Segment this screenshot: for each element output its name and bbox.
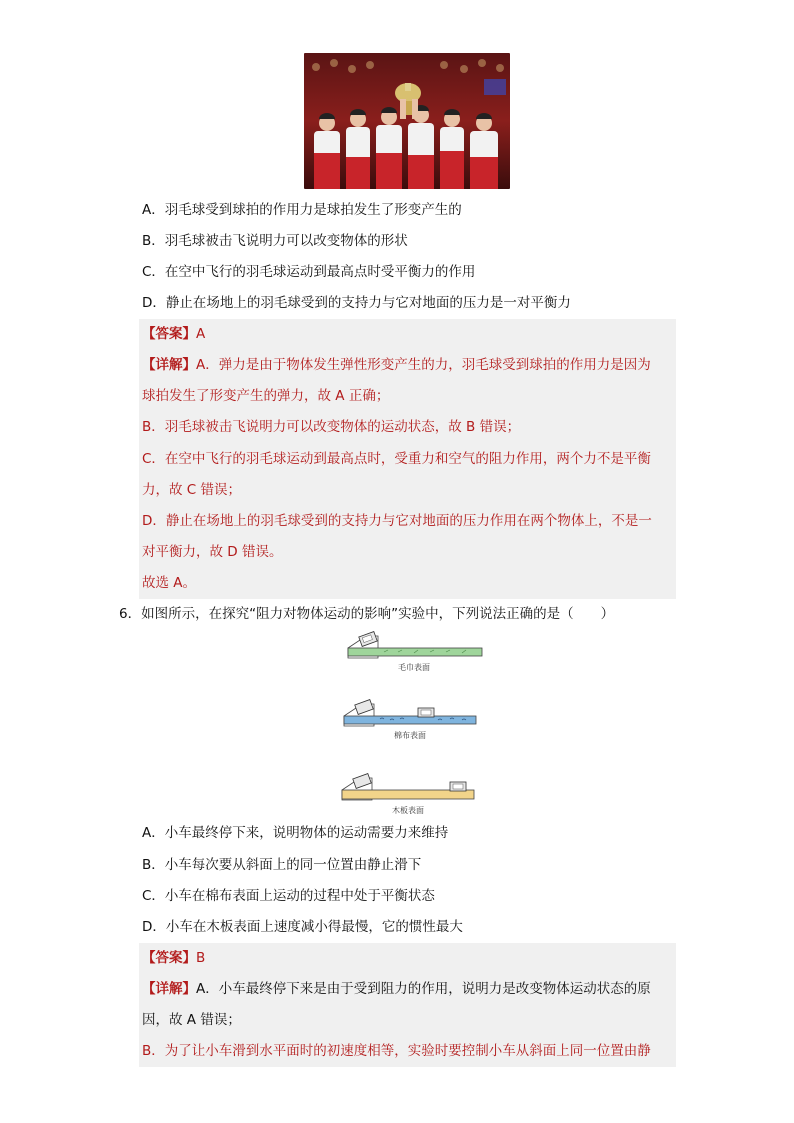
q6-explanation-3 — [142, 1041, 651, 1061]
q5-explanation-1: A．弹力是由于物体发生弹性形变产生的力，羽毛球受到球拍的作用力是因为 — [196, 357, 651, 373]
q6-option-b: B．小车每次要从斜面上的同一位置由静止滑下 — [142, 857, 422, 873]
q6-stem: 6．如图所示，在探究“阻力对物体运动的影响”实验中，下列说法正确的是（ ） — [119, 606, 615, 622]
q6-answer-tag: 【答案】 — [142, 950, 196, 966]
q5-explanation-2: 球拍发生了形变产生的弹力，故 A 正确； — [142, 388, 390, 404]
cotton-surface-diagram — [340, 698, 480, 744]
q6-detail-tag: 【详解】 — [142, 981, 196, 997]
q5-explanation-6: D．静止在场地上的羽毛球受到的支持力与它对地面的压力作用在两个物体上，不是一 — [142, 513, 652, 529]
q5-explanation-8: 故选 A。 — [142, 575, 197, 591]
cart-icon — [450, 782, 466, 791]
q5-detail-line-1 — [142, 355, 651, 375]
q6-explanation-2: 因，故 A 错误； — [142, 1012, 241, 1028]
q6-option-d: D．小车在木板表面上速度减小得最慢，它的惯性最大 — [142, 919, 463, 935]
q5-answer-line — [142, 324, 205, 344]
q5-explanation-5: 力，故 C 错误； — [142, 482, 242, 498]
badminton-team-photo — [304, 53, 510, 189]
q6-option-a: A．小车最终停下来，说明物体的运动需要力来维持 — [142, 825, 449, 841]
wood-surface-diagram — [338, 770, 478, 820]
q5-answer-value: A — [196, 326, 206, 342]
q6-answer-line — [142, 948, 205, 968]
q5-option-a: A．羽毛球受到球拍的作用力是球拍发生了形变产生的 — [142, 202, 462, 218]
towel-surface-label: 毛巾表面 — [398, 663, 430, 672]
q5-option-c: C．在空中飞行的羽毛球运动到最高点时受平衡力的作用 — [142, 264, 476, 280]
q5-explanation-4: C．在空中飞行的羽毛球运动到最高点时，受重力和空气的阻力作用，两个力不是平衡 — [142, 451, 651, 467]
q5-option-b: B．羽毛球被击飞说明力可以改变物体的形状 — [142, 233, 408, 249]
cart-icon — [418, 708, 434, 717]
q5-explanation-3: B．羽毛球被击飞说明力可以改变物体的运动状态，故 B 错误； — [142, 419, 521, 435]
q6-detail-line-1 — [142, 979, 651, 999]
q5-answer-tag: 【答案】 — [142, 326, 196, 342]
q6-option-c: C．小车在棉布表面上运动的过程中处于平衡状态 — [142, 888, 435, 904]
q6-explanation-1: A．小车最终停下来是由于受到阻力的作用，说明力是改变物体运动状态的原 — [196, 981, 651, 997]
towel-surface-diagram — [344, 630, 484, 676]
wood-surface-label: 木板表面 — [392, 806, 424, 815]
q5-explanation-7: 对平衡力，故 D 错误。 — [142, 544, 283, 560]
q5-option-d: D．静止在场地上的羽毛球受到的支持力与它对地面的压力是一对平衡力 — [142, 295, 571, 311]
q6-answer-value: B — [196, 950, 206, 966]
cotton-surface-label: 棉布表面 — [394, 731, 426, 740]
q6-explanation-3-text: B．为了让小车滑到水平面时的初速度相等，实验时要控制小车从斜面上同一位置由静 — [142, 1043, 651, 1059]
q5-detail-tag: 【详解】 — [142, 357, 196, 373]
